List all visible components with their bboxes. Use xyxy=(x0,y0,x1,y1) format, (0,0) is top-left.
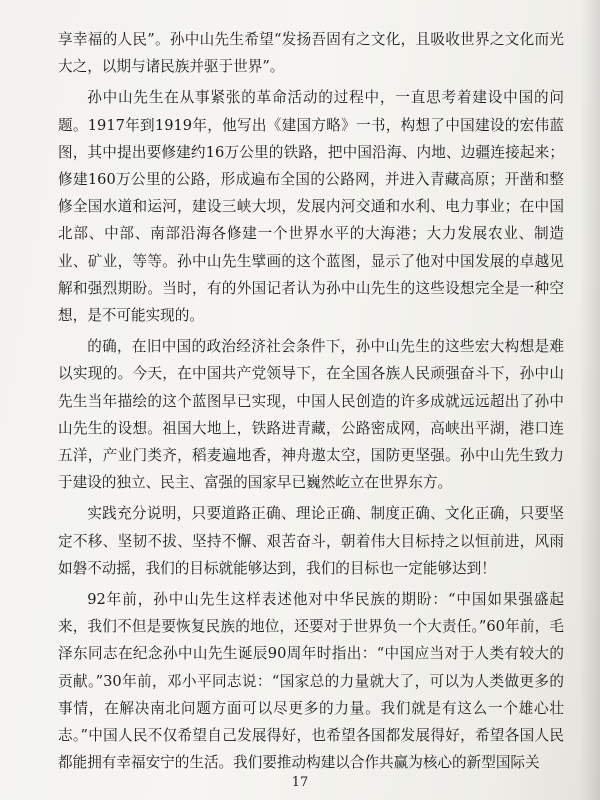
paragraph-4: 实践充分说明，只要道路正确、理论正确、制度正确、文化正确，只要坚定不移、坚韧不拔、坚持不懈、艰苦奋斗，朝着伟大目标持之以恒前进，风雨如磐不动摇，我们的目标就能够达到，我们的目标也一定能够达到！ xyxy=(58,505,564,577)
paragraph-3: 的确，在旧中国的政治经济社会条件下，孙中山先生的这些宏大构想是难以实现的。今天，在中国共产党领导下，在全国各族人民顽强奋斗下，孙中山先生当年描绘的这个蓝图早已实现，中国人民创造的许多成就远远超出了孙中山先生的设想。祖国大地上，铁路进青藏，公路密成网，高峡出平湖，港口连五洋，产业门类齐，稻麦遍地香，神舟遨太空，国防更坚强。孙中山先生致力于建设的独立、民主、富强的国家早已巍然屹立在世界东方。 xyxy=(58,338,564,492)
paragraph-2: 孙中山先生在从事紧张的革命活动的过程中，一直思考着建设中国的问题。1917年到1919年，他写出《建国方略》一书，构想了中国建设的宏伟蓝图，其中提出要修建约16万公里的铁路，把中国沿海、内地、边疆连接起来；修建160万公里的公路，形成遍布全国的公路网，并进入青藏高原；开凿和整修全国水道和运河，建设三峡大坝，发展内河交通和水利、电力事业；在中国北部、中部、南部沿海各修建一个世界水平的大海港；大力发展农业、制造业、矿业，等等。孙中山先生擘画的这个蓝图，显示了他对中国发展的卓越见解和强烈期盼。当时，有的外国记者认为孙中山先生的这些设想完全是一种空想，是不可能实现的。 xyxy=(58,89,564,325)
paragraph-5: 92年前，孙中山先生这样表述他对中华民族的期盼：“中国如果强盛起来，我们不但是要恢复民族的地位，还要对于世界负一个大责任。”60年前，毛泽东同志在纪念孙中山先生诞辰90周年时指出：“中国应当对于人类有较大的贡献。”30年前，邓小平同志说：“国家总的力量就大了，可以为人类做更多的事情，在解决南北问题方面可以尽更多的力量。我们就是有这么一个雄心壮志。”中国人民不仅希望自己发展得好，也希望各国都发展得好，希望各国人民都能拥有幸福安宁的生活。我们要推动构建以合作共赢为核心的新型国际关 xyxy=(58,591,564,772)
page-body xyxy=(58,26,564,776)
paragraph-1: 享幸福的人民”。孙中山先生希望“发扬吾固有之文化，且吸收世界之文化而光大之，以期与诸民族并驱于世界”。 xyxy=(58,31,564,76)
page-edge-shadow xyxy=(580,0,600,800)
page-number: 17 xyxy=(291,775,309,790)
